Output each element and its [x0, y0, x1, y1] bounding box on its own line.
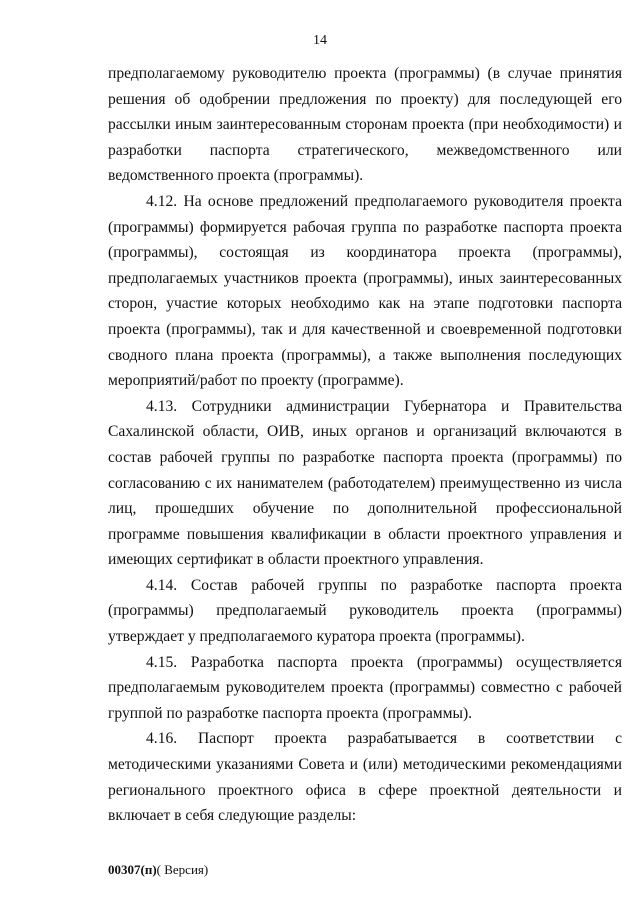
paragraph-4-16: 4.16. Паспорт проекта разрабатывается в соответствии с методическими указаниями Совета и (или) методическими рекомендациями регионального проектного офиса в сфере проектной деятельности и включает в себя следующие разделы:: [108, 730, 622, 825]
document-code: 00307(п): [108, 862, 157, 877]
paragraph-4-15: 4.15. Разработка паспорта проекта (программы) осуществляется предполагаемым руководителем проекта (программы) совместно с рабочей группой по разработке паспорта проекта (программы).: [108, 653, 622, 722]
page-number: 14: [313, 33, 327, 48]
paragraph-4-14: 4.14. Состав рабочей группы по разработке паспорта проекта (программы) предполагаемый руководитель проекта (программы) утверждает у предполагаемого куратора проекта (программы).: [108, 576, 622, 646]
document-body: [108, 61, 622, 829]
paragraph-4-12: 4.12. На основе предложений предполагаемого руководителя проекта (программы) формируется рабочая группа по разработке паспорта проекта (программы), состоящая из координатора проекта (программы), предполагаемых участников проекта (программы), иных заинтересованных сторон, участие которых необходимо как на этапе подготовки паспорта проекта (программы), так и для качественной и своевременной подготовки сводного плана проекта (программы), а также выполнения последующих мероприятий/работ по проекту (программе).: [108, 192, 622, 390]
paragraph-4-13: 4.13. Сотрудники администрации Губернатора и Правительства Сахалинской области, ОИВ, иных органов и организаций включаются в состав рабочей группы по разработке паспорта проекта (программы) по согласованию с их нанимателем (работодателем) преимущественно из числа лиц, прошедших обучение по дополнительной профессиональной программе повышения квалификации в области проектного управления и имеющих сертификат в области проектного управления.: [108, 397, 622, 569]
paragraph-continuation: предполагаемому руководителю проекта (программы) (в случае принятия решения об одобрении предложения по проекту) для последующей его рассылки иным заинтересованным сторонам проекта (при необходимости) и разработки паспорта стратегического, межведомственного или ведомственного проекта (программы).: [108, 65, 622, 185]
document-footer: [108, 862, 208, 878]
document-version: ( Версия): [156, 862, 209, 877]
